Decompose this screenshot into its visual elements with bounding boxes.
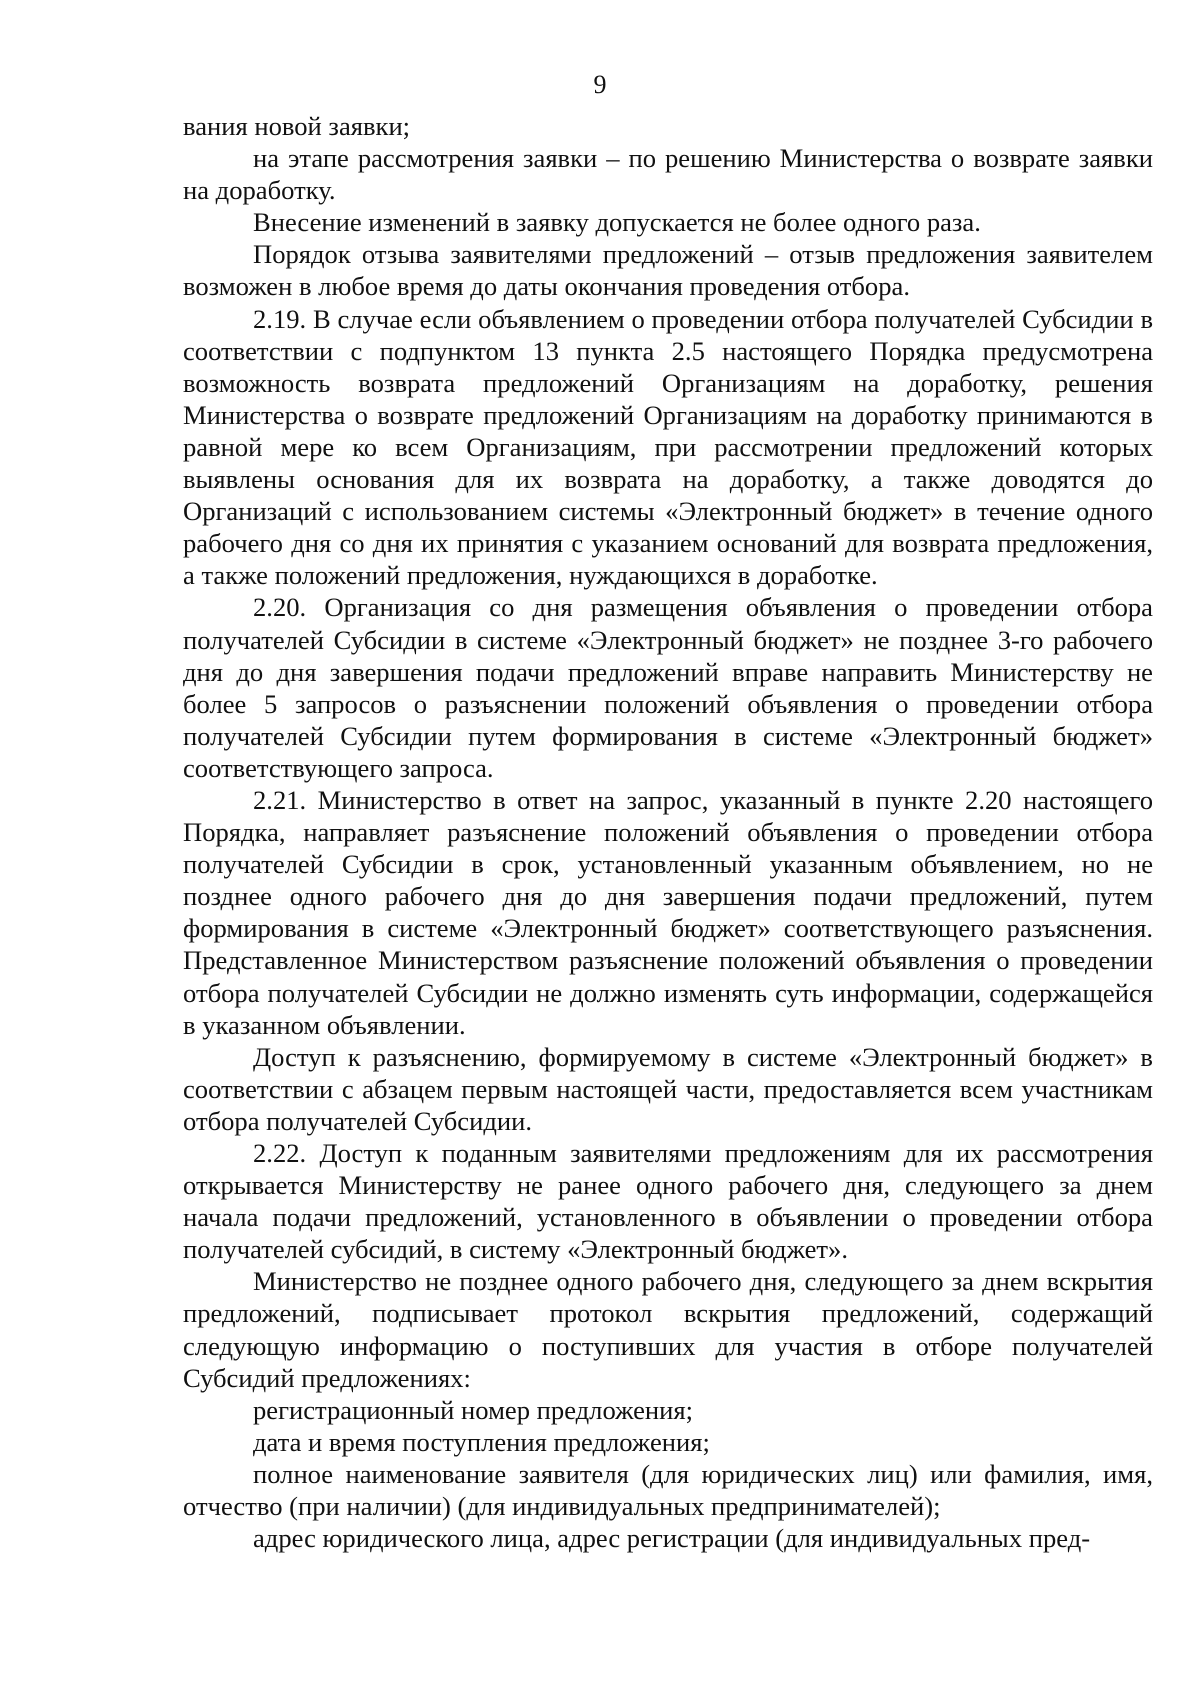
paragraph-2-21: 2.21. Министерство в ответ на запрос, указанный в пункте 2.20 настоящего Порядка, направляет разъяснение положений объявления о проведении отбора получателей Субсидии в срок, установленный указанным объявлением, но не позднее одного рабочего дня до дня завершения подачи предложений, путем формирования в системе «Электронный бюджет» соответствующего разъяснения. Представленное Министерством разъяснение положений объявления о проведении отбора получателей Субсидии не должно изменять суть информации, содержащейся в указанном объявлении. [183, 784, 1153, 1040]
paragraph-2-20: 2.20. Организация со дня размещения объявления о проведении отбора получателей Субсидии в системе «Электронный бюджет» не позднее 3-го рабочего дня до дня завершения подачи предложений вправе направить Министерству не более 5 запросов о разъяснении положений объявления о проведении отбора получателей Субсидии путем формирования в системе «Электронный бюджет» соответствующего запроса. [183, 592, 1153, 783]
list-item-applicant-name: полное наименование заявителя (для юридических лиц) или фамилия, имя, отчество (при наличии) (для индивидуальных предпринимателей); [183, 1458, 1153, 1522]
document-body [183, 110, 1153, 1554]
paragraph-2-22: 2.22. Доступ к поданным заявителями предложениям для их рассмотрения открывается Министерству не ранее одного рабочего дня, следующего за днем начала подачи предложений, установленного в объявлении о проведении отбора получателей субсидий, в систему «Электронный бюджет». [183, 1138, 1153, 1265]
paragraph-review-stage: на этапе рассмотрения заявки – по решению Министерства о возврате заявки на доработку. [183, 143, 1153, 206]
paragraph-withdrawal-order: Порядок отзыва заявителями предложений – отзыв предложения заявителем возможен в любое время до даты окончания проведения отбора. [183, 239, 1153, 302]
paragraph-opening-protocol: Министерство не позднее одного рабочего дня, следующего за днем вскрытия предложений, подписывает протокол вскрытия предложений, содержащий следующую информацию о поступивших для участия в отборе получателей Субсидий предложениях: [183, 1266, 1153, 1393]
list-item-address: адрес юридического лица, адрес регистрации (для индивидуальных пред- [253, 1523, 1091, 1554]
paragraph-2-19: 2.19. В случае если объявлением о проведении отбора получателей Субсидии в соответствии с подпунктом 13 пункта 2.5 настоящего Порядка предусмотрена возможность возврата предложений Организациям на доработку, решения Министерства о возврате предложений Организациям на доработку принимаются в равной мере ко всем Организациям, при рассмотрении предложений которых выявлены основания для их возврата на доработку, а также доводятся до Организаций с использованием системы «Электронный бюджет» в течение одного рабочего дня со дня их принятия с указанием оснований для возврата предложения, а также положений предложения, нуждающихся в доработке. [183, 303, 1153, 591]
list-item-registration-number: регистрационный номер предложения; [253, 1394, 693, 1425]
list-item-receipt-datetime: дата и время поступления предложения; [253, 1426, 710, 1457]
page-number: 9 [593, 70, 607, 99]
paragraph-changes-limit: Внесение изменений в заявку допускается не более одного раза. [253, 207, 981, 238]
paragraph-clarification-access: Доступ к разъяснению, формируемому в системе «Электронный бюджет» в соответствии с абзацем первым настоящей части, предоставляется всем участникам отбора получателей Субсидии. [183, 1041, 1153, 1136]
paragraph-continuation: вания новой заявки; [183, 111, 411, 141]
